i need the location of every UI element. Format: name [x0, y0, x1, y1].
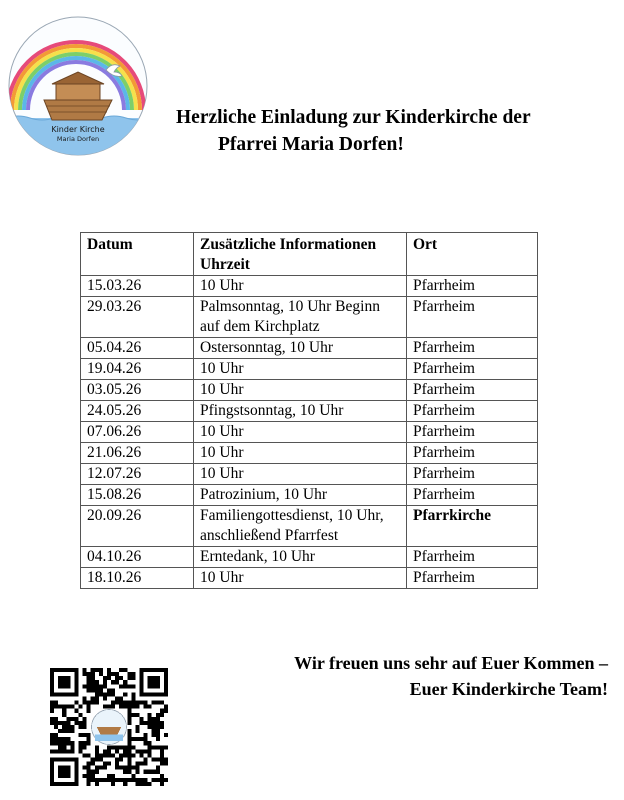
info-cell: 10 Uhr [194, 568, 407, 589]
column-header-place: Ort [407, 233, 538, 276]
place-cell: Pfarrheim [407, 422, 538, 443]
kinderkirche-logo [6, 14, 150, 158]
info-cell: Erntedank, 10 Uhr [194, 547, 407, 568]
column-header-info: Zusätzliche Informationen Uhrzeit [194, 233, 407, 276]
table-row [81, 276, 538, 297]
place-cell: Pfarrheim [407, 464, 538, 485]
closing-line-1: Wir freuen uns sehr auf Euer Kommen – [294, 653, 608, 673]
table-row [81, 506, 538, 547]
date-cell: 15.03.26 [81, 276, 194, 297]
info-cell: 10 Uhr [194, 443, 407, 464]
table-row [81, 338, 538, 359]
place-cell: Pfarrkirche [407, 506, 538, 547]
info-cell: 10 Uhr [194, 276, 407, 297]
info-cell: Pfingstsonntag, 10 Uhr [194, 401, 407, 422]
date-cell: 29.03.26 [81, 297, 194, 338]
closing-message [294, 650, 608, 702]
date-cell: 19.04.26 [81, 359, 194, 380]
table-row [81, 359, 538, 380]
info-cell: Patrozinium, 10 Uhr [194, 485, 407, 506]
table-row [81, 422, 538, 443]
table-row [81, 380, 538, 401]
place-cell: Pfarrheim [407, 568, 538, 589]
place-cell: Pfarrheim [407, 547, 538, 568]
table-row [81, 485, 538, 506]
info-cell: 10 Uhr [194, 464, 407, 485]
place-cell: Pfarrheim [407, 380, 538, 401]
schedule-table [80, 232, 538, 589]
logo-line2: Maria Dorfen [56, 135, 100, 143]
date-cell: 07.06.26 [81, 422, 194, 443]
place-cell: Pfarrheim [407, 401, 538, 422]
place-cell: Pfarrheim [407, 443, 538, 464]
title-line-1: Herzliche Einladung zur Kinderkirche der [176, 107, 531, 128]
page-title [150, 104, 610, 158]
closing-line-2: Euer Kinderkirche Team! [409, 679, 608, 699]
date-cell: 20.09.26 [81, 506, 194, 547]
place-cell: Pfarrheim [407, 276, 538, 297]
column-header-date: Datum [81, 233, 194, 276]
date-cell: 12.07.26 [81, 464, 194, 485]
table-row [81, 568, 538, 589]
table-row [81, 443, 538, 464]
qr-code [50, 668, 168, 786]
place-cell: Pfarrheim [407, 359, 538, 380]
place-cell: Pfarrheim [407, 485, 538, 506]
info-cell: 10 Uhr [194, 422, 407, 443]
date-cell: 15.08.26 [81, 485, 194, 506]
table-header-row [81, 233, 538, 276]
table-row [81, 464, 538, 485]
info-cell: Palmsonntag, 10 Uhr Beginn auf dem Kirchplatz [194, 297, 407, 338]
date-cell: 05.04.26 [81, 338, 194, 359]
date-cell: 24.05.26 [81, 401, 194, 422]
date-cell: 18.10.26 [81, 568, 194, 589]
date-cell: 04.10.26 [81, 547, 194, 568]
title-line-2: Pfarrei Maria Dorfen! [218, 134, 404, 155]
info-cell: 10 Uhr [194, 359, 407, 380]
info-cell: Ostersonntag, 10 Uhr [194, 338, 407, 359]
table-row [81, 547, 538, 568]
table-row [81, 401, 538, 422]
date-cell: 21.06.26 [81, 443, 194, 464]
date-cell: 03.05.26 [81, 380, 194, 401]
logo-line1: Kinder Kirche [51, 125, 105, 134]
info-cell: Familiengottesdienst, 10 Uhr, anschließend Pfarrfest [194, 506, 407, 547]
info-cell: 10 Uhr [194, 380, 407, 401]
table-row [81, 297, 538, 338]
place-cell: Pfarrheim [407, 338, 538, 359]
place-cell: Pfarrheim [407, 297, 538, 338]
